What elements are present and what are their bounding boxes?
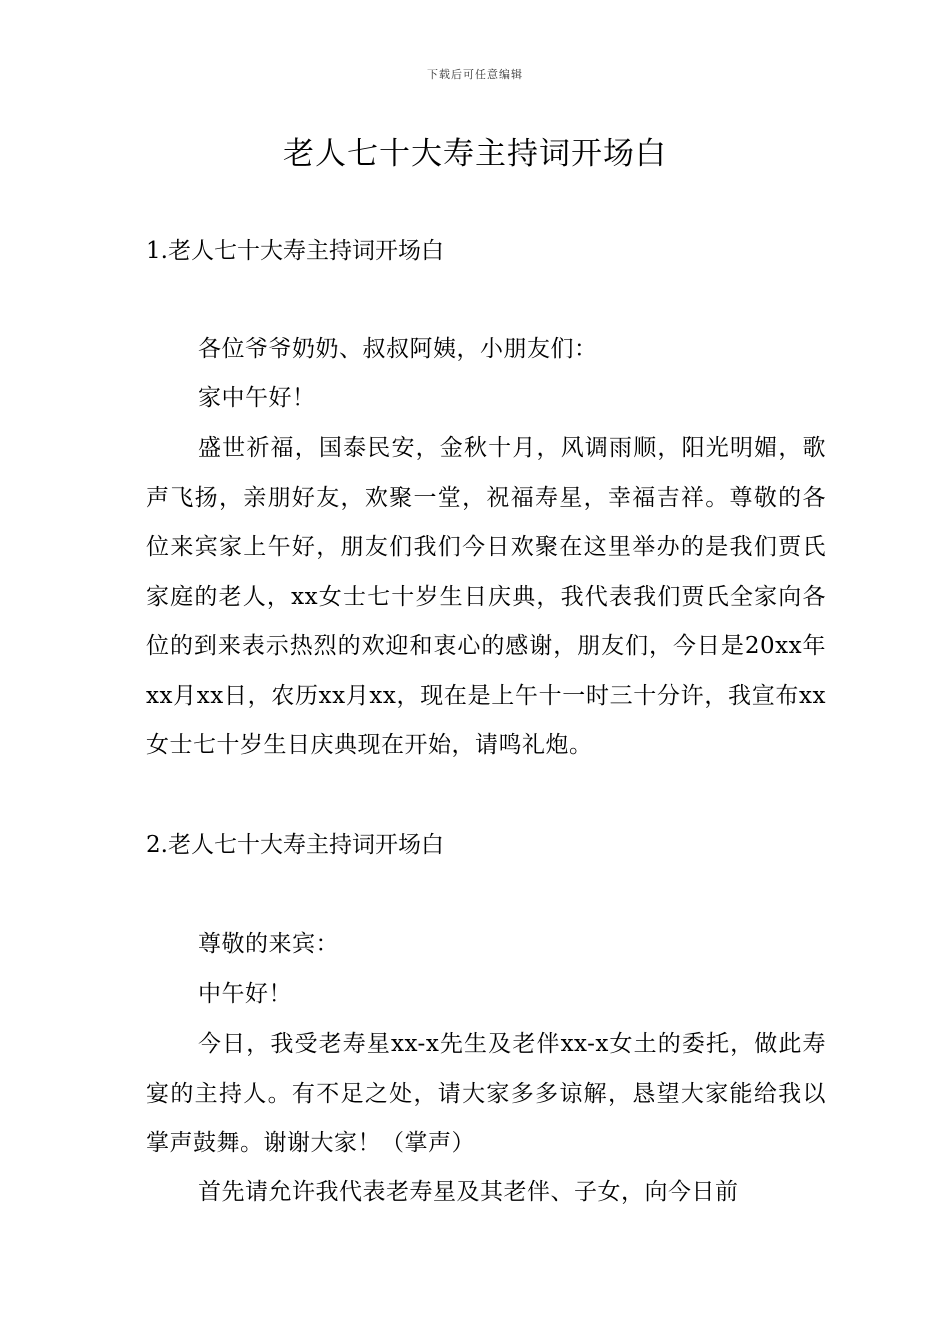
- document-title: 老人七十大寿主持词开场白: [283, 136, 667, 172]
- paragraph-noon-greeting: 中午好！: [198, 981, 292, 1007]
- section-heading-2: 2.老人七十大寿主持词开场白: [146, 832, 444, 858]
- paragraph-host-intro: 今日，我受老寿星xx-x先生及老伴xx-x女土的委托，做此寿宴的主持人。有不足之处，请大家多多谅解，恳望大家能给我以掌声鼓舞。谢谢大家！（掌声）: [146, 1031, 826, 1156]
- paragraph-thanks-start: 首先请允许我代表老寿星及其老伴、子女，向今日前: [198, 1179, 739, 1205]
- page-header-note: 下载后可任意编辑: [427, 68, 523, 81]
- paragraph-good-afternoon: 家中午好！: [198, 385, 316, 411]
- paragraph-guests-greeting: 尊敬的来宾：: [198, 931, 339, 957]
- paragraph-greeting: 各位爷爷奶奶、叔叔阿姨，小朋友们：: [198, 336, 598, 362]
- paragraph-opening-speech: 盛世祈福，国泰民安，金秋十月，风调雨顺，阳光明媚，歌声飞扬，亲朋好友，欢聚一堂，祝福寿星，幸福吉祥。尊敬的各位来宾家上午好，朋友们我们今日欢聚在这里举办的是我们贾氏家庭的老人，xx女士七十岁生日庆典，我代表我们贾氏全家向各位的到来表示热烈的欢迎和衷心的感谢，朋友们，今日是20xx年xx月xx日，农历xx月xx，现在是上午十一时三十分许，我宣布xx女士七十岁生日庆典现在开始，请鸣礼炮。: [146, 435, 826, 758]
- section-heading-1: 1.老人七十大寿主持词开场白: [146, 238, 444, 264]
